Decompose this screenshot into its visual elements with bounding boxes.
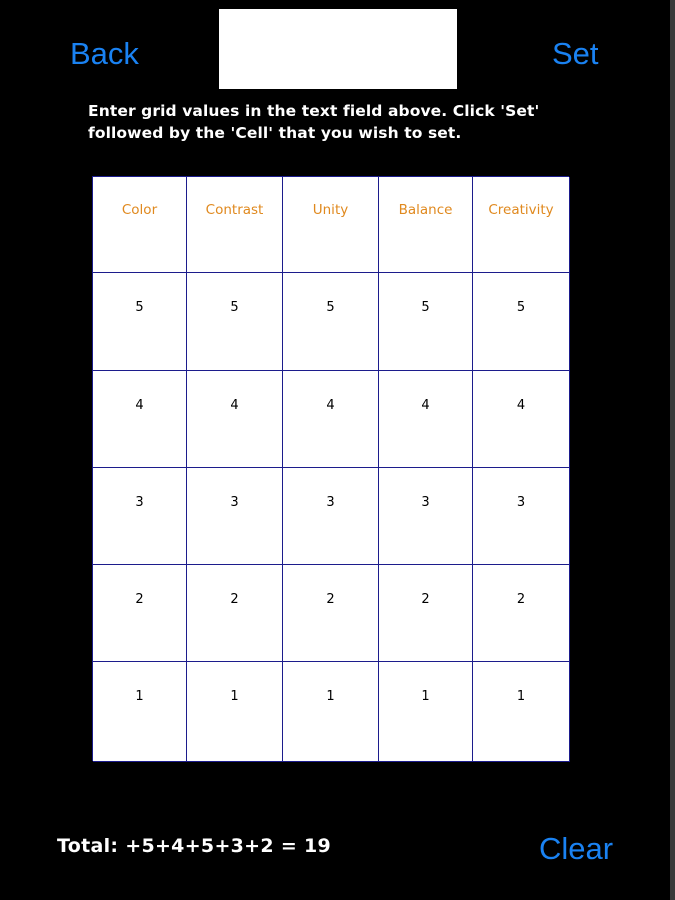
grid-cell[interactable]: 2 [283, 565, 379, 662]
grid-cell[interactable]: 1 [379, 662, 473, 762]
grid-cell[interactable]: 2 [93, 565, 187, 662]
grid-cell[interactable]: 3 [187, 468, 283, 565]
total-score: Total: +5+4+5+3+2 = 19 [57, 835, 332, 857]
grid-cell[interactable]: 5 [379, 273, 473, 371]
grid-cell[interactable]: 2 [187, 565, 283, 662]
grid-cell[interactable]: 4 [93, 371, 187, 468]
grid-header-creativity[interactable]: Creativity [473, 177, 570, 273]
grid-header-color[interactable]: Color [93, 177, 187, 273]
grid-cell[interactable]: 2 [473, 565, 570, 662]
grid-cell[interactable]: 5 [93, 273, 187, 371]
screen-edge [670, 0, 675, 900]
grid-cell[interactable]: 5 [187, 273, 283, 371]
grid-header-contrast[interactable]: Contrast [187, 177, 283, 273]
score-grid [92, 176, 569, 761]
grid-header-unity[interactable]: Unity [283, 177, 379, 273]
grid-cell[interactable]: 4 [187, 371, 283, 468]
grid-cell[interactable]: 3 [93, 468, 187, 565]
grid-cell[interactable]: 1 [473, 662, 570, 762]
grid-cell[interactable]: 5 [473, 273, 570, 371]
grid-cell[interactable]: 4 [379, 371, 473, 468]
grid-cell[interactable]: 1 [93, 662, 187, 762]
grid-cell[interactable]: 1 [283, 662, 379, 762]
instructions-text: Enter grid values in the text field above. Click 'Set' followed by the 'Cell' that you wish to set. [88, 102, 540, 142]
grid-cell[interactable]: 3 [473, 468, 570, 565]
grid-cell[interactable]: 4 [473, 371, 570, 468]
grid-cell[interactable]: 3 [283, 468, 379, 565]
grid-cell[interactable]: 4 [283, 371, 379, 468]
back-button[interactable]: Back [70, 36, 139, 71]
clear-button[interactable]: Clear [539, 831, 614, 866]
set-button[interactable]: Set [552, 36, 599, 71]
grid-cell[interactable]: 3 [379, 468, 473, 565]
grid-value-input[interactable] [219, 9, 457, 89]
grid-header-balance[interactable]: Balance [379, 177, 473, 273]
grid-cell[interactable]: 1 [187, 662, 283, 762]
grid-cell[interactable]: 2 [379, 565, 473, 662]
grid-cell[interactable]: 5 [283, 273, 379, 371]
